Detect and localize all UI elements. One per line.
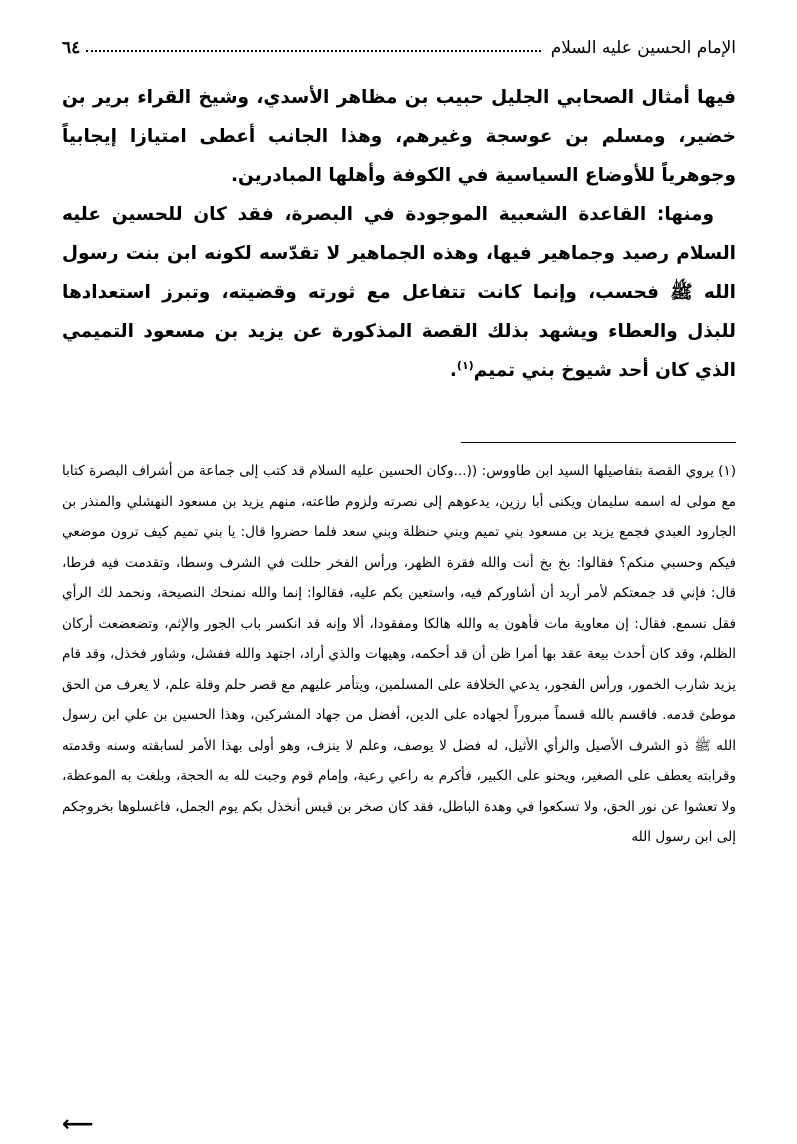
footnote-paragraph: [62, 456, 736, 853]
page-number: ٦٤: [62, 38, 81, 58]
footnote: [62, 456, 736, 853]
footnote-number: (١): [718, 463, 736, 479]
document-page: [62, 28, 736, 1137]
footnote-reference: (١): [456, 358, 474, 372]
body-paragraph-2-text: ومنها: القاعدة الشعبية الموجودة في البصرة، فقد كان للحسين عليه السلام رصيد وجماهير فيها، وهذه الجماهير لا تقدّسه لكونه ابن بنت رسول الله ﷺ فحسب، وإنما كانت تتفاعل مع ثورته وقضيته، وتبرز استعدادها للبذل والعطاء ويشهد بذلك القصة المذكورة عن يزيد بن مسعود التميمي الذي كان أحد شيوخ بني تميم: [62, 204, 736, 381]
continuation-arrow-icon: ⟵: [62, 1112, 94, 1137]
running-header: [62, 28, 736, 58]
header-dotted-leader: [86, 50, 540, 52]
body-paragraph-2: ومنها: القاعدة الشعبية الموجودة في البصرة، فقد كان للحسين عليه السلام رصيد وجماهير فيها، وهذه الجماهير لا تقدّسه لكونه ابن بنت رسول الله ﷺ فحسب، وإنما كانت تتفاعل مع ثورته وقضيته، وتبرز استعدادها للبذل والعطاء ويشهد بذلك القصة المذكورة عن يزيد بن مسعود التميمي الذي كان أحد شيوخ بني تميم$^{(١)}$.: [62, 204, 736, 381]
running-header-title: الإمام الحسين عليه السلام: [550, 38, 736, 58]
footnote-separator: [461, 442, 736, 443]
body-paragraph-1: فيها أمثال الصحابي الجليل حبيب بن مظاهر الأسدي، وشيخ القراء برير بن خضير، ومسلم بن عوسجة وغيرهم، وهذا الجانب أعطى امتيازا إيجابياً وجوهرياً للأوضاع السياسية في الكوفة وأهلها المبادرين.: [62, 87, 736, 186]
main-text: [62, 78, 736, 390]
footnote-text: يروي القصة بتفاصيلها السيد ابن طاووس: ((...وكان الحسين عليه السلام قد كتب إلى جماعة من أشراف البصرة كتابا مع مولى له اسمه سليمان ويكنى أبا رزين، يدعوهم إلى نصرته ولزوم طاعته، منهم يزيد بن مسعود النهشلي والمنذر بن الجارود العبدي فجمع يزيد بن مسعود بني تميم وبني حنظلة وبني سعد فلما حضروا قال: يا بني تميم كيف ترون موضعي فيكم وحسبي منكم؟ فقالوا: بخ بخ أنت والله فقرة الظهر، ورأس الفخر حللت في الشرف وسطا، وتقدمت فيه فرطا، قال: فإني قد جمعتكم لأمر أريد أن أشاوركم فيه، واستعين بكم عليه، فقالوا: إنما والله نمنحك النصيحة، ونحمد لك الرأي فقل نسمع. فقال: إن معاوية مات فأهون به والله هالكا ومفقودا، ألا وإنه قد انكسر باب الجور والإثم، وتضعضعت أركان الظلم، وقد كان أحدث بيعة عقد بها أمرا ظن أن قد أحكمه، وهيهات والذي أراد، اجتهد والله ففشل، وشاور فخذل، وقد قام يزيد شارب الخمور، ورأس الفجور، يدعي الخلافة على المسلمين، ويتأمر عليهم مع قصر حلم وقلة علم، لا يعرف من الحق موطئ قدمه. فاقسم بالله قسماً مبروراً لجهاده على الدين، أفضل من جهاد المشركين، وهذا الحسين بن علي ابن رسول الله ﷺ ذو الشرف الأصيل والرأي الأثيل، له فضل لا يوصف، وعلم لا ينزف، وهو أولى بهذا الأمر لسابقته وسنه وقدمته وقرابته يعطف على الصغير، ويحنو على الكبير، فأكرم به راعي رعية، وإمام قوم وجبت لله به الحجة، وبلغت به الموعظة، ولا تعشوا عن نور الحق، ولا تسكعوا في وهدة الباطل، فقد كان صخر بن قيس أنخذل بكم يوم الجمل، فاغسلوها بخروجكم إلى ابن رسول الله: [62, 463, 736, 845]
